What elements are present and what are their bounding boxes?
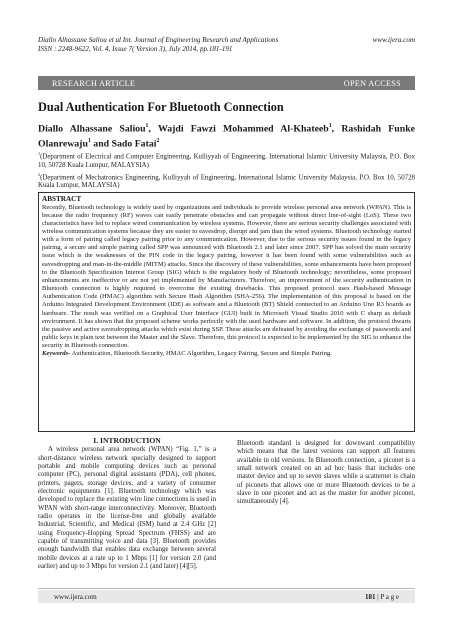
author-affil-mark: 1 xyxy=(87,138,91,145)
abstract-box xyxy=(38,192,415,432)
affiliation-2 xyxy=(38,171,415,191)
abstract-text: Recently, Bluetooth technology is widely used by organizations and individuals to provide wireless personal area network (WPAN). This is because the radio frequency (RF) waves can easily penetrate obstacles and can propagate without direct line-of-sight (LoS). These two characteristics have led to replace wired communication by wireless systems. However, there are serious security challenges associated with wireless communication systems because they are easier to eavesdrop, disrupt and jam than the wired systems. Bluetooth technology started with a form of pairing called legacy pairing prior to any communication. However, due to the serious security issues found in the legacy pairing, a secure and simple pairing called SPP was announced with Bluetooth 2.1 and later since 2007. SPP has solved the main security issue which is the weaknesses of the PIN code in the legacy pairing, however it has been found with some vulnerabilities such as eavesdropping and man-in-the-middle (MITM) attacks. Since the discovery of these vulnerabilities, some enhancements have been proposed to the Bluetooth Specification Interest Group (SIG) which is the regulatory body of Bluetooth technology; nevertheless, some proposed enhancements are ineffective or are not yet implemented by Manufacturers. Therefore, an improvement of the security authentication in Bluetooth connection is highly required to overcome the existing drawbacks. This proposed protocol uses Hash-based Message Authentication Code (HMAC) algorithm with Secure Hash Algorithm (SHA-256). The implementation of this proposal is based on the Arduino Integrated Development Environment (IDE) as software and a Bluetooth (BT) Shield connected to an Arduino Uno R3 boards as hardware. The result was verified on a Graphical User Interface (GUI) built in Microsoft Visual Studio 2010 with C sharp as default environment. It has shown that the proposed scheme works perfectly with the used hardware and software. In addition, the protocol thwarts the passive and active eavesdropping attacks which exist during SSP. These attacks are defeated by avoiding the exchange of passwords and public keys in plain text between the Master and the Slave. Therefore, this protocol is expected to be implemented by the SIG to enhance the security in Bluetooth connection. xyxy=(42,203,411,350)
author-name: Diallo Alhassane Saliou xyxy=(38,123,146,135)
footer-website[interactable]: www.ijera.com xyxy=(54,592,97,601)
keywords-label: Keywords- xyxy=(42,350,71,358)
author-name: Wajdi Fawzi Mohammed Al-Khateeb xyxy=(157,123,329,135)
affiliation-1 xyxy=(38,150,415,170)
affiliation-mark: 2 xyxy=(38,171,41,177)
right-column xyxy=(237,440,415,507)
intro-paragraph-right: Bluetooth standard is designed for downward compatibility which means that the latest versions can support all features available in old versions. In Bluetooth connection, a piconet is a small network created on an ad hoc basis that includes one master device and up to seven slaves while a scatternet is chain of piconets that allows one or more Bluetooth devices to be a slave in one piconet and act as the master for another piconet, simultaneously [4]. xyxy=(237,440,415,506)
journal-citation: Diallo Alhassane Saliou et al Int. Journal of Engineering Research and Applications xyxy=(38,36,279,44)
author-and: and xyxy=(90,138,112,150)
author-separator: , xyxy=(331,123,342,135)
abstract-heading: ABSTRACT xyxy=(42,195,82,203)
open-access-label: OPEN ACCESS xyxy=(343,78,401,88)
page-number-value: 181 xyxy=(365,592,376,601)
left-column xyxy=(38,437,216,572)
journal-website[interactable]: www.ijera.com xyxy=(372,36,415,44)
page-number xyxy=(365,593,399,601)
research-article-label: RESEARCH ARTICLE xyxy=(52,78,136,88)
page-footer xyxy=(38,590,415,603)
keywords-text: Authentication, Bluetooth Security, HMAC Algorithm, Legacy Pairing, Secure and Simple Pairing. xyxy=(70,350,332,358)
affiliation-mark: 1 xyxy=(38,151,41,156)
section-heading-introduction: I. INTRODUCTION xyxy=(93,436,161,445)
keywords-line xyxy=(42,350,411,358)
running-head xyxy=(38,36,415,54)
affiliation-text: (Department of Electrical and Computer Engineering, Kulliyyah of Engineering, International Islamic University Malaysia, P.O. Box 10, 50728 Kuala Lumpur, MALAYSIA) xyxy=(38,153,415,169)
page-number-suffix: | P a g e xyxy=(375,592,399,601)
author-affil-mark: 1 xyxy=(328,123,332,129)
affiliation-text: (Department of Mechatronics Engineering, Kulliyyah of Engineering, International Islamic University Malaysia, P.O. Box 10, 50728 Kuala Lumpur, MALAYSIA) xyxy=(38,174,415,190)
footer-divider xyxy=(38,588,415,589)
issn-line: ISSN : 2248-9622, Vol. 4, Issue 7( Version 3), July 2014, pp.181-191 xyxy=(38,45,233,53)
author-affil-mark: 2 xyxy=(156,138,160,145)
author-list xyxy=(38,120,415,151)
author-name: Sado Fatai xyxy=(111,138,157,150)
author-affil-mark: 1 xyxy=(145,123,149,129)
intro-paragraph-left: A wireless personal area network (WPAN) “Fig. 1,” is a short-distance wireless network specially designed to support portable and mobile computing devices such as personal computer (PC), personal digital assistants (PDA), cell phones, printers, pagers, storage devices, and a variety of consumer electronic equipments [1]. Bluetooth technology which was developed to replace the existing wire line connections is used in WPAN with short-range interconnectivity. Moreover, Bluetooth radio operates in the license-free and globally available Industrial, Scientific, and Medical (ISM) band at 2.4 GHz [2] using Frequency-Hopping Spread Spectrum (FHSS) and are capable of transmitting voice and data [3]. Bluetooth provides enough bandwidth that enables data exchange between several mobile devices at a rate up to 1 Mbps [1] for version 2.0 (and earlier) and up to 3 Mbps for version 2.1 (and later) [4][5]. xyxy=(38,446,216,571)
affiliations xyxy=(38,150,415,191)
paper-title: Dual Authentication For Bluetooth Connection xyxy=(38,100,284,114)
author-name: Rashidah Funke Olanrewaju xyxy=(38,123,415,150)
author-separator: , xyxy=(148,123,158,135)
article-type-band xyxy=(38,76,415,90)
